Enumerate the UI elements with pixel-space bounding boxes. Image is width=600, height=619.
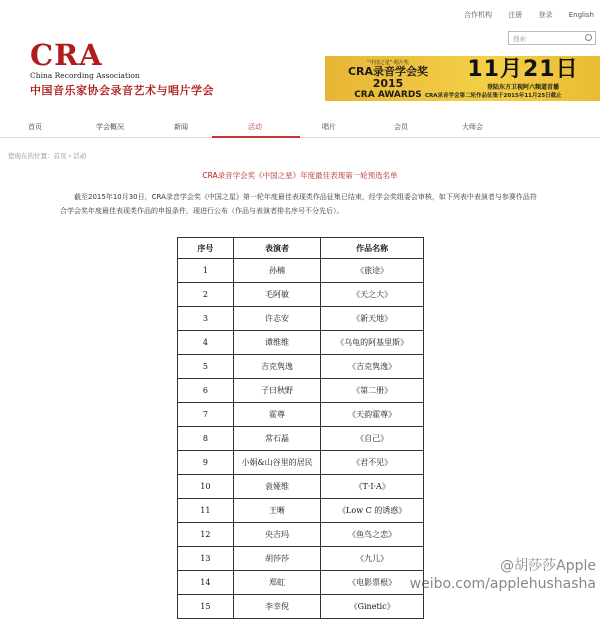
nav-members[interactable]: 会员 xyxy=(394,123,408,131)
cell-number: 15 xyxy=(178,595,234,619)
cell-number: 7 xyxy=(178,403,234,427)
table-row xyxy=(178,451,424,475)
cell-work: 《自己》 xyxy=(321,427,424,451)
article-intro: 截至2015年10月30日，CRA录音学会奖《中国之星》第一轮年度最佳表现类作品征集已结束，经学会奖组委会审核，如下列表中表演者与参赛作品符合学会奖年度最佳表现类作品的申报条件，现进行公布（作品与表演者排名序号不分先后）。 xyxy=(60,193,537,215)
table-row xyxy=(178,403,424,427)
cell-number: 8 xyxy=(178,427,234,451)
cell-number: 11 xyxy=(178,499,234,523)
login-link[interactable]: 登录 xyxy=(538,11,553,19)
cell-work: 《新天地》 xyxy=(321,307,424,331)
search-icon[interactable] xyxy=(585,34,592,41)
header-work: 作品名称 xyxy=(321,238,424,259)
header-number: 序号 xyxy=(178,238,234,259)
cell-work: 《Ginetic》 xyxy=(321,595,424,619)
cell-performer: 孙楠 xyxy=(233,259,321,283)
logo-english: China Recording Association xyxy=(30,71,140,80)
banner-subtitle: CRA AWARDS xyxy=(354,90,422,100)
partners-link[interactable]: 合作机构 xyxy=(464,11,493,19)
table-row xyxy=(178,307,424,331)
nav-news[interactable]: 新闻 xyxy=(174,123,188,131)
cell-performer: 谭维维 xyxy=(233,331,321,355)
table-body xyxy=(178,259,424,619)
nav-masters[interactable]: 大师会 xyxy=(462,123,483,131)
banner-broadcast: 登陆东方卫视阿六频道首播 xyxy=(486,84,559,91)
top-utility-bar xyxy=(450,10,594,20)
cell-number: 2 xyxy=(178,283,234,307)
cell-number: 4 xyxy=(178,331,234,355)
cell-performer: 李幸倪 xyxy=(233,595,321,619)
table-row xyxy=(178,571,424,595)
cell-number: 3 xyxy=(178,307,234,331)
nav-home[interactable]: 首页 xyxy=(28,123,42,131)
table-row xyxy=(178,331,424,355)
cell-performer: 毛阿敏 xyxy=(233,283,321,307)
cell-work: 《电影票根》 xyxy=(321,571,424,595)
nav-records[interactable]: 唱片 xyxy=(322,123,336,131)
table-row xyxy=(178,427,424,451)
banner-title: CRA录音学会奖 2015 xyxy=(347,65,429,90)
table-row xyxy=(178,259,424,283)
table-header-row xyxy=(178,238,424,259)
watermark-url: weibo.com/applehushasha xyxy=(409,576,596,592)
cell-performer: 袁娅维 xyxy=(233,475,321,499)
cell-number: 9 xyxy=(178,451,234,475)
cell-performer: 胡莎莎 xyxy=(233,547,321,571)
table-row xyxy=(178,547,424,571)
site-logo[interactable] xyxy=(30,40,214,98)
table-row xyxy=(178,523,424,547)
cell-performer: 小娟&山谷里的居民 xyxy=(233,451,321,475)
cell-work: 《T·I·A》 xyxy=(321,475,424,499)
table-row xyxy=(178,379,424,403)
cell-work: 《天之大》 xyxy=(321,283,424,307)
results-table xyxy=(177,237,424,619)
register-link[interactable]: 注册 xyxy=(508,11,523,19)
awards-banner[interactable] xyxy=(325,56,600,101)
breadcrumb: 您现在的位置：首页 › 活动 xyxy=(8,152,87,160)
main-nav xyxy=(0,116,600,138)
banner-year: 2015 xyxy=(372,77,404,90)
cell-performer: 常石磊 xyxy=(233,427,321,451)
cell-number: 14 xyxy=(178,571,234,595)
cell-work: 《第二册》 xyxy=(321,379,424,403)
table-row xyxy=(178,283,424,307)
cell-number: 5 xyxy=(178,355,234,379)
nav-events[interactable]: 活动 xyxy=(248,123,262,131)
table-row xyxy=(178,475,424,499)
banner-footer: CRA录音学会第二轮作品征集于2015年11月25日截止 xyxy=(425,93,562,99)
cell-work: 《九儿》 xyxy=(321,547,424,571)
cell-work: 《吉克隽逸》 xyxy=(321,355,424,379)
table-row xyxy=(178,355,424,379)
cell-performer: 子曰秋野 xyxy=(233,379,321,403)
cell-work: 《君不见》 xyxy=(321,451,424,475)
search-input[interactable] xyxy=(508,31,596,45)
banner-date: 11月21日 xyxy=(467,57,579,82)
cell-performer: 郑虹 xyxy=(233,571,321,595)
cell-number: 10 xyxy=(178,475,234,499)
article-title: CRA录音学会奖《中国之星》年度最佳表现第一轮预选名单 xyxy=(202,171,398,180)
header-performer: 表演者 xyxy=(233,238,321,259)
cell-performer: 许志安 xyxy=(233,307,321,331)
cell-number: 13 xyxy=(178,547,234,571)
cell-performer: 央吉玛 xyxy=(233,523,321,547)
logo-abbr: CRA xyxy=(30,38,103,72)
banner-kicker: “中国之星”·唱片奖 xyxy=(367,60,409,66)
nav-about[interactable]: 学会概况 xyxy=(96,123,124,131)
cell-performer: 霍尊 xyxy=(233,403,321,427)
banner-right xyxy=(447,58,599,91)
cell-work: 《Low C 的诱惑》 xyxy=(321,499,424,523)
search-placeholder: 搜索 xyxy=(513,35,526,43)
cell-work: 《旅途》 xyxy=(321,259,424,283)
watermark-handle: @胡莎莎Apple xyxy=(500,558,596,574)
english-link[interactable]: English xyxy=(568,11,594,19)
table-row xyxy=(178,595,424,619)
cell-number: 6 xyxy=(178,379,234,403)
cell-performer: 吉克隽逸 xyxy=(233,355,321,379)
table-row xyxy=(178,499,424,523)
cell-number: 12 xyxy=(178,523,234,547)
cell-number: 1 xyxy=(178,259,234,283)
nav-active-indicator xyxy=(212,136,300,138)
cell-performer: 王晰 xyxy=(233,499,321,523)
cell-work: 《天韵霍尊》 xyxy=(321,403,424,427)
cell-work: 《鱼鸟之恋》 xyxy=(321,523,424,547)
logo-chinese: 中国音乐家协会录音艺术与唱片学会 xyxy=(30,84,214,97)
cell-work: 《乌龟的阿基里斯》 xyxy=(321,331,424,355)
